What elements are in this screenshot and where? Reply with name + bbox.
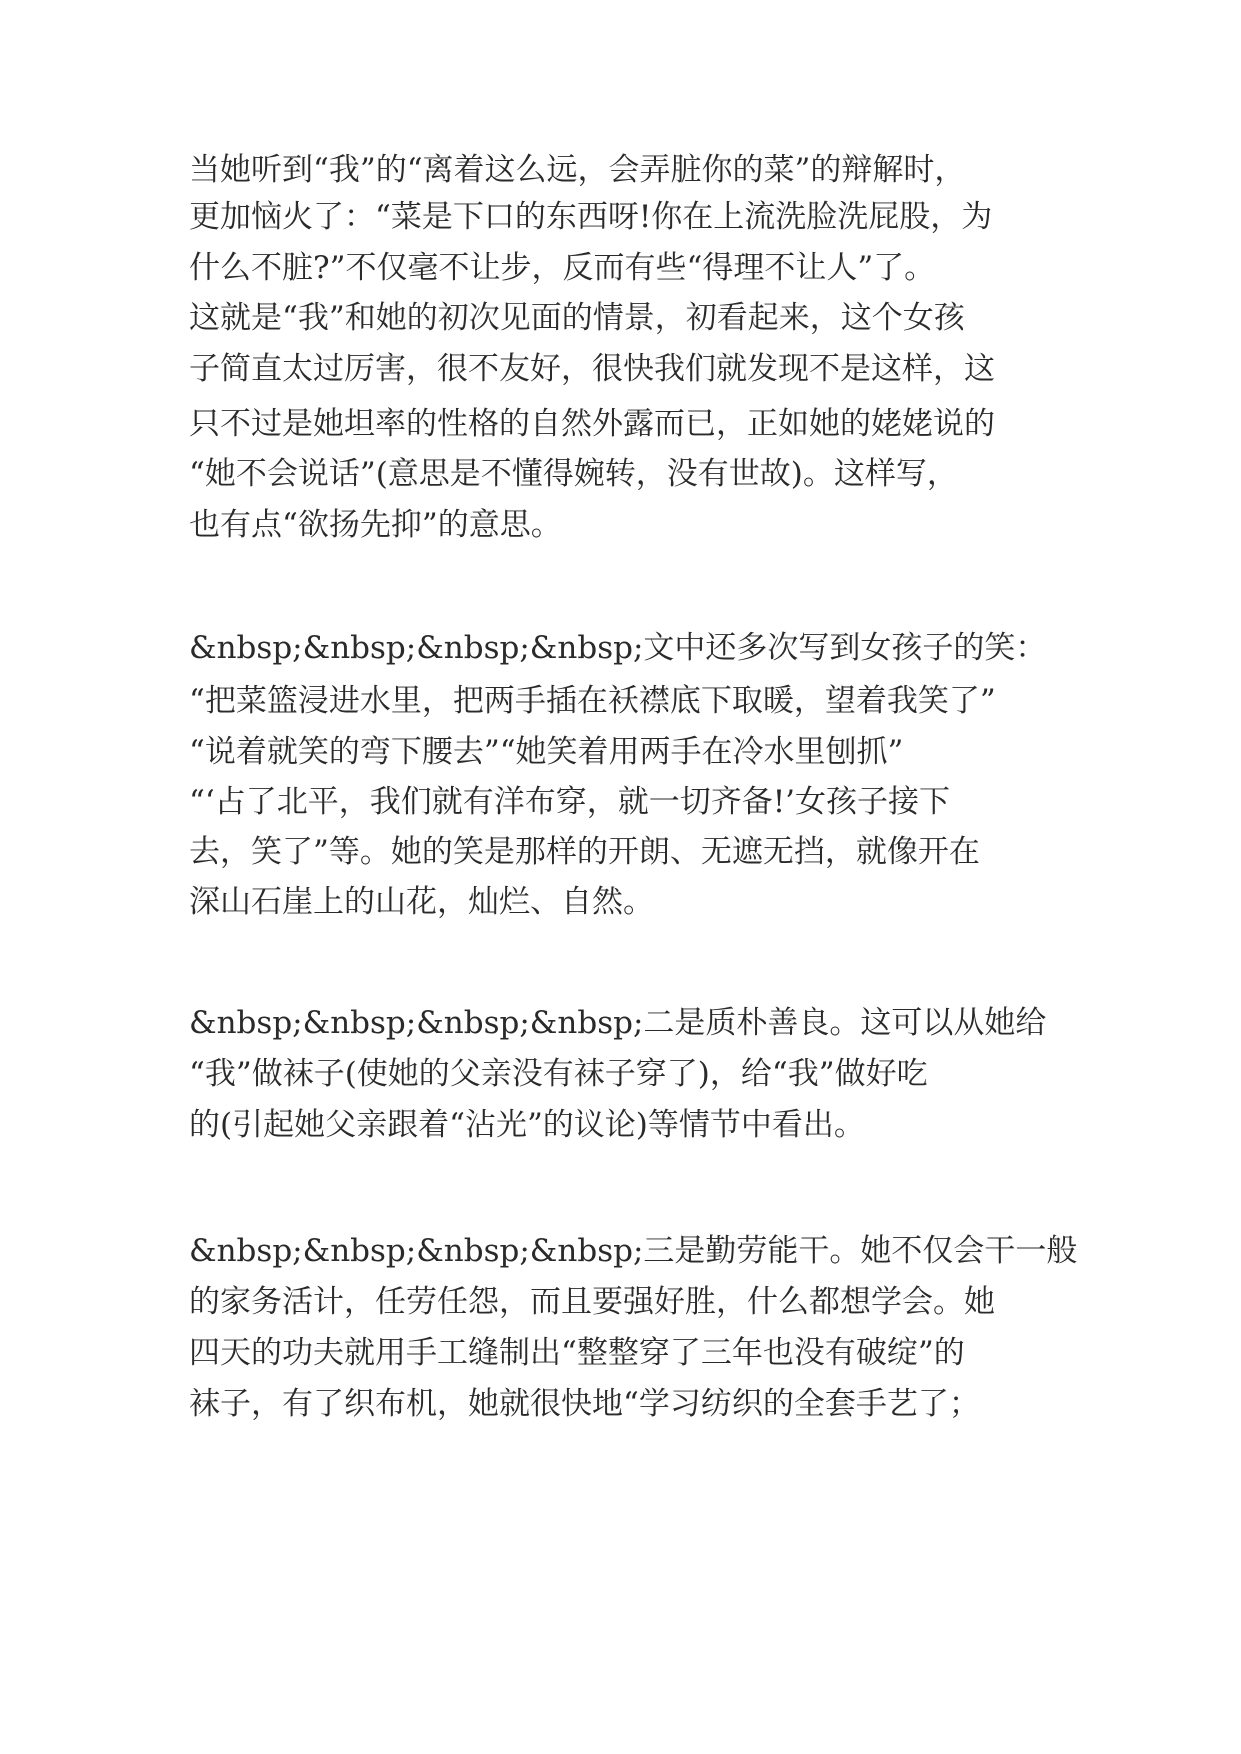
text-line: 去，笑了”等。她的笑是那样的开朗、无遮无挡，就像开在 <box>189 834 980 870</box>
text-line: 这就是“我”和她的初次见面的情景，初看起来，这个女孩 <box>189 300 965 336</box>
text-line: 也有点“欲扬先抑”的意思。 <box>189 507 562 543</box>
text-line: “把菜篮浸进水里，把两手插在袄襟底下取暖，望着我笑了” <box>189 683 996 719</box>
text-line: 子简直太过厉害，很不友好，很快我们就发现不是这样，这 <box>189 351 995 387</box>
text-line: “我”做袜子(使她的父亲没有袜子穿了)，给“我”做好吃 <box>189 1056 928 1092</box>
text-line: 什么不脏?”不仅毫不让步，反而有些“得理不让人”了。 <box>189 250 936 286</box>
text-line: 的(引起她父亲跟着“沾光”的议论)等情节中看出。 <box>189 1107 865 1143</box>
text-line: 袜子，有了织布机，她就很快地“学习纺织的全套手艺了； <box>189 1386 980 1422</box>
text-line: “说着就笑的弯下腰去”“她笑着用两手在冷水里刨抓” <box>189 734 904 770</box>
text-line: 更加恼火了：“菜是下口的东西呀!你在上流洗脸洗屁股，为 <box>189 199 993 235</box>
text-line: 当她听到“我”的“离着这么远，会弄脏你的菜”的辩解时， <box>189 152 966 188</box>
text-line: 只不过是她坦率的性格的自然外露而已，正如她的姥姥说的 <box>189 406 995 442</box>
text-line: “‘占了北平，我们就有洋布穿，就一切齐备!’女孩子接下 <box>189 784 951 820</box>
text-line: 的家务活计，任劳任怨，而且要强好胜，什么都想学会。她 <box>189 1284 995 1320</box>
text-line: &nbsp;&nbsp;&nbsp;&nbsp;文中还多次写到女孩子的笑： <box>189 630 1047 666</box>
text-line: &nbsp;&nbsp;&nbsp;&nbsp;三是勤劳能干。她不仅会干一般 <box>189 1233 1078 1269</box>
text-line: “她不会说话”(意思是不懂得婉转，没有世故)。这样写， <box>189 456 958 492</box>
text-line: 四天的功夫就用手工缝制出“整整穿了三年也没有破绽”的 <box>189 1335 965 1371</box>
text-line: &nbsp;&nbsp;&nbsp;&nbsp;二是质朴善良。这可以从她给 <box>189 1005 1047 1041</box>
text-line: 深山石崖上的山花，灿烂、自然。 <box>189 884 654 920</box>
